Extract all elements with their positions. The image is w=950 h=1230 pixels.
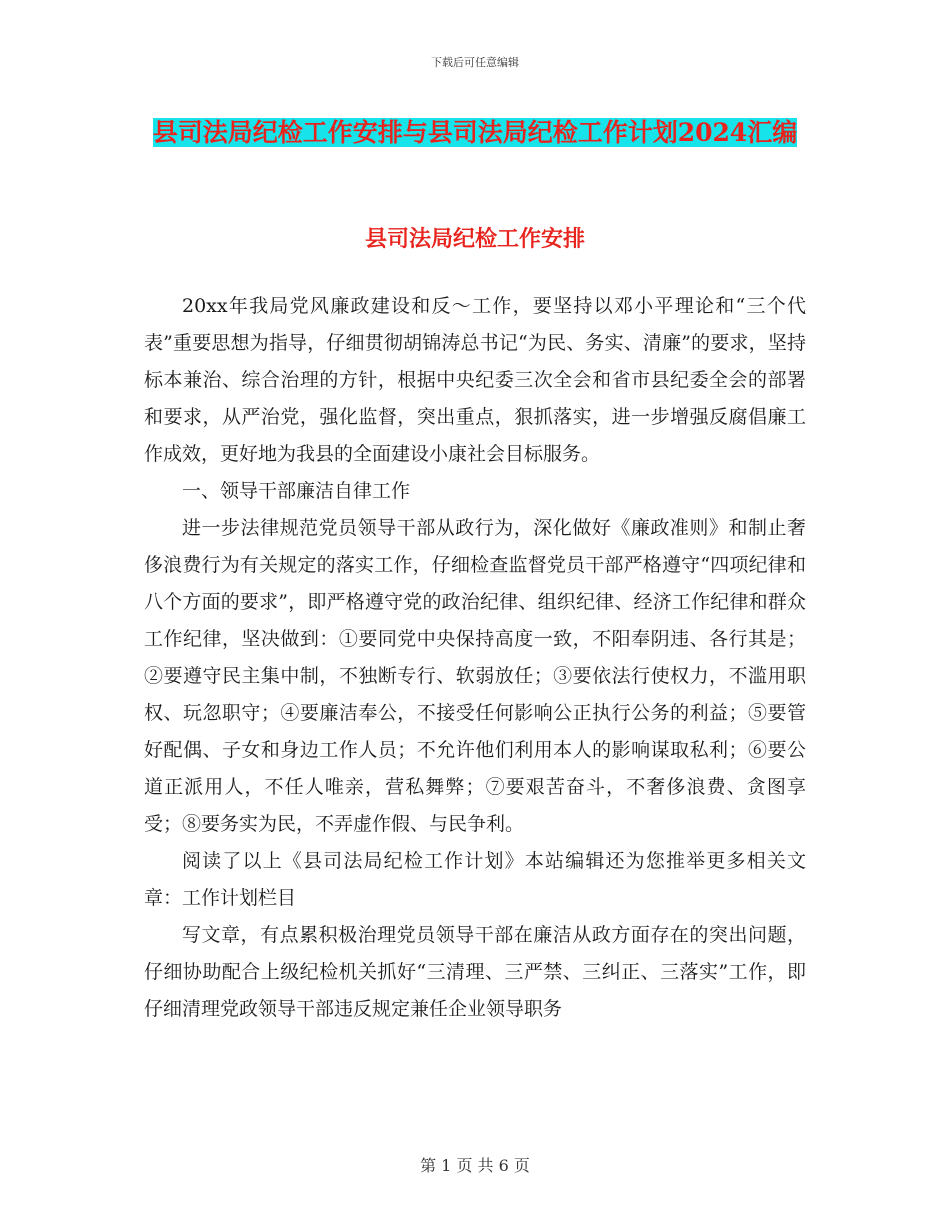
body-text (144, 288, 806, 1028)
page-footer: 第 1 页 共 6 页 (420, 1156, 530, 1175)
paragraph-intro: 20xx年我局党风廉政建设和反～工作，要坚持以邓小平理论和“三个代表”重要思想为指导，仔细贯彻胡锦涛总书记“为民、务实、清廉”的要求，坚持标本兼治、综合治理的方针，根据中央纪委三次全会和省市县纪委全会的部署和要求，从严治党，强化监督，突出重点，狠抓落实，进一步增强反腐倡廉工作成效，更好地为我县的全面建设小康社会目标服务。 (144, 295, 806, 465)
paragraph-heading-1: 一、领导干部廉洁自律工作 (182, 480, 411, 502)
document-title (150, 108, 800, 158)
paragraph-recommend: 阅读了以上《县司法局纪检工作计划》本站编辑还为您推举更多相关文章：工作计划栏目 (144, 850, 806, 909)
paragraph-continuation: 写文章，有点累积极治理党员领导干部在廉洁从政方面存在的突出问题，仔细协助配合上级纪检机关抓好“三清理、三严禁、三纠正、三落实”工作，即仔细清理党政领导干部违反规定兼任企业领导职务 (144, 924, 806, 1020)
paragraph-discipline: 进一步法律规范党员领导干部从政行为，深化做好《廉政准则》和制止奢侈浪费行为有关规定的落实工作，仔细检查监督党员干部严格遵守“四项纪律和八个方面的要求”，即严格遵守党的政治纪律、组织纪律、经济工作纪律和群众工作纪律，坚决做到：①要同党中央保持高度一致，不阳奉阴违、各行其是；②要遵守民主集中制，不独断专行、软弱放任；③要依法行使权力，不滥用职权、玩忽职守；④要廉洁奉公，不接受任何影响公正执行公务的利益；⑤要管好配偶、子女和身边工作人员；不允许他们利用本人的影响谋取私利；⑥要公道正派用人，不任人唯亲，营私舞弊；⑦要艰苦奋斗，不奢侈浪费、贪图享受；⑧要务实为民，不弄虚作假、与民争利。 (144, 517, 806, 835)
header-note: 下载后可任意编辑 (431, 56, 519, 69)
document-title-text: 县司法局纪检工作安排与县司法局纪检工作计划2024汇编 (152, 118, 798, 147)
section-title: 县司法局纪检工作安排 (364, 226, 585, 252)
